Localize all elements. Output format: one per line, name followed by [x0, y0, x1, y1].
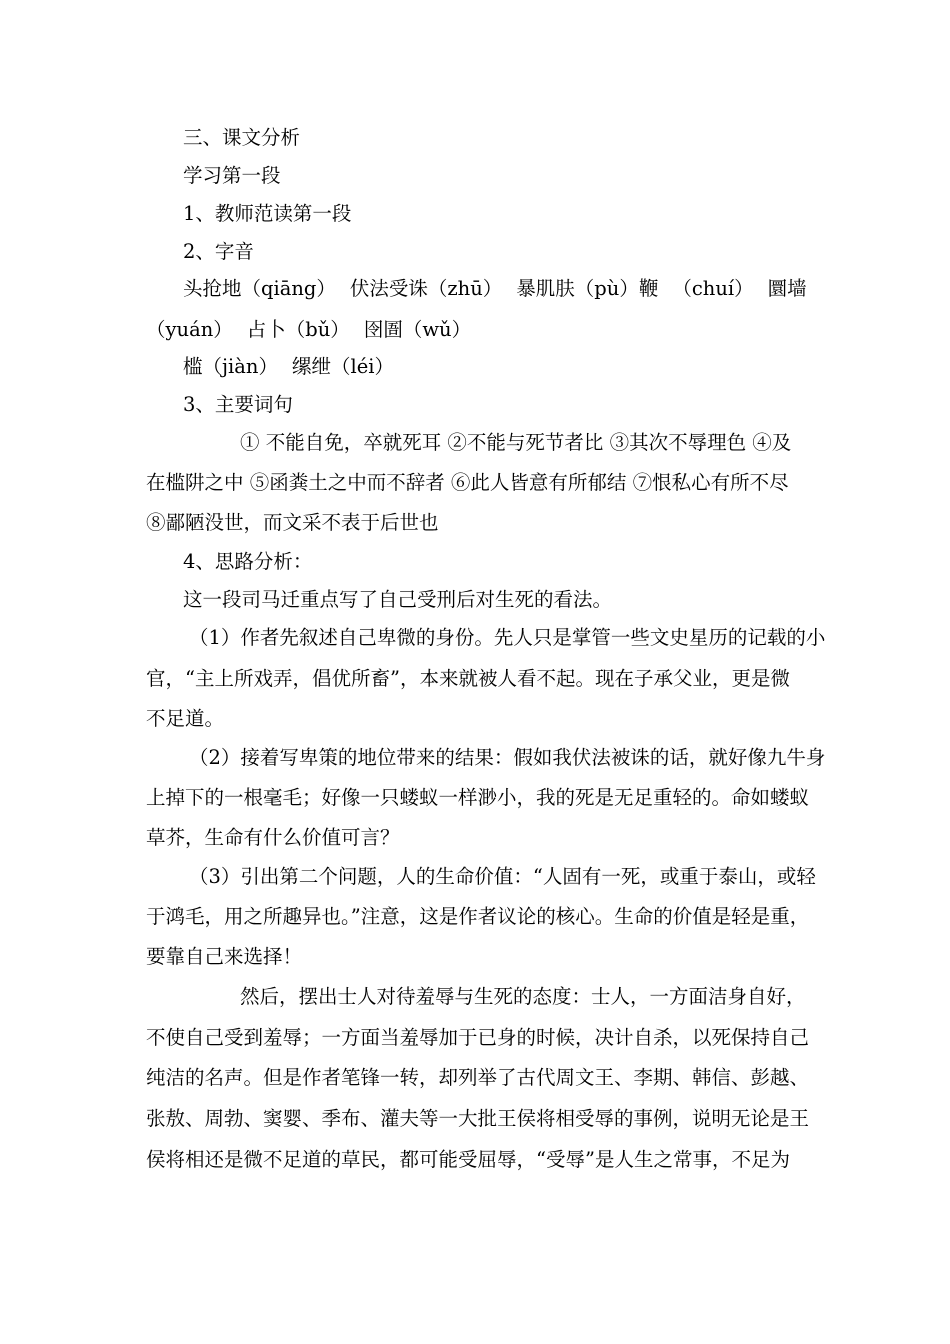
- pronunciation-line: [183, 355, 843, 379]
- pron-entry: 占卜（bǔ）: [246, 318, 350, 341]
- subheading: 学习第一段: [183, 164, 281, 187]
- pron-entry: 槛（jiàn）: [183, 355, 278, 378]
- pronunciation-line: [146, 318, 806, 342]
- paragraph-line: 不使自己受到羞辱；一方面当羞辱加于已身的时候，决计自杀，以死保持自己: [146, 1026, 810, 1049]
- paragraph-line: （1）作者先叙述自己卑微的身份。先人只是掌管一些文史星历的记载的小: [189, 626, 826, 649]
- paragraph-line: 官，“主上所戏弄，倡优所畜”，本来就被人看不起。现在子承父业，更是微: [146, 667, 790, 690]
- list-item: 2、字音: [183, 240, 254, 263]
- pron-entry: 圜墙: [767, 277, 807, 300]
- phrase-line: ① 不能自免，卒就死耳 ②不能与死节者比 ③其次不辱理色 ④及: [240, 431, 792, 454]
- pron-entry: （yuán）: [146, 318, 233, 341]
- paragraph-line: 侯将相还是微不足道的草民，都可能受屈辱，“受辱”是人生之常事，不足为: [146, 1148, 790, 1171]
- pron-entry: 暴肌肤（pù）鞭: [516, 277, 659, 300]
- paragraph-line: 上掉下的一根毫毛；好像一只蝼蚁一样渺小，我的死是无足重轻的。命如蝼蚁: [146, 786, 810, 809]
- paragraph-line: 不足道。: [146, 707, 225, 730]
- phrase-line: 在槛阱之中 ⑤函粪土之中而不辞者 ⑥此人皆意有所郁结 ⑦恨私心有所不尽: [146, 471, 789, 494]
- paragraph-line: （2）接着写卑策的地位带来的结果：假如我伏法被诛的话，就好像九牛身: [189, 746, 826, 769]
- pron-entry: （chuí）: [672, 277, 754, 300]
- list-item: 4、思路分析：: [183, 550, 313, 573]
- paragraph-line: 这一段司马迁重点写了自己受刑后对生死的看法。: [183, 588, 613, 611]
- pron-entry: 伏法受诛（zhū）: [349, 277, 503, 300]
- paragraph-line: 然后，摆出士人对待羞辱与生死的态度：士人，一方面洁身自好，: [240, 985, 806, 1008]
- paragraph-line: 要靠自己来选择！: [146, 945, 303, 968]
- section-heading: 三、课文分析: [183, 126, 301, 149]
- pron-entry: 缧绁（léi）: [291, 355, 394, 378]
- phrase-line: ⑧鄙陋没世，而文采不表于后世也: [146, 511, 439, 534]
- pronunciation-line: [183, 277, 843, 301]
- pron-entry: 头抢地（qiāng）: [183, 277, 336, 300]
- list-item: 3、主要词句: [183, 393, 293, 416]
- paragraph-line: 张敖、周勃、窦婴、季布、灌夫等一大批王侯将相受辱的事例，说明无论是王: [146, 1107, 810, 1130]
- paragraph-line: 于鸿毛，用之所趣异也。”注意，这是作者议论的核心。生命的价值是轻是重，: [146, 905, 810, 928]
- paragraph-line: 草芥，生命有什么价值可言？: [146, 826, 400, 849]
- list-item: 1、教师范读第一段: [183, 202, 352, 225]
- paragraph-line: 纯洁的名声。但是作者笔锋一转，却列举了古代周文王、李期、韩信、彭越、: [146, 1066, 810, 1089]
- pron-entry: 囹圄（wǔ）: [363, 318, 472, 341]
- paragraph-line: （3）引出第二个问题，人的生命价值：“人固有一死，或重于泰山，或轻: [189, 865, 816, 888]
